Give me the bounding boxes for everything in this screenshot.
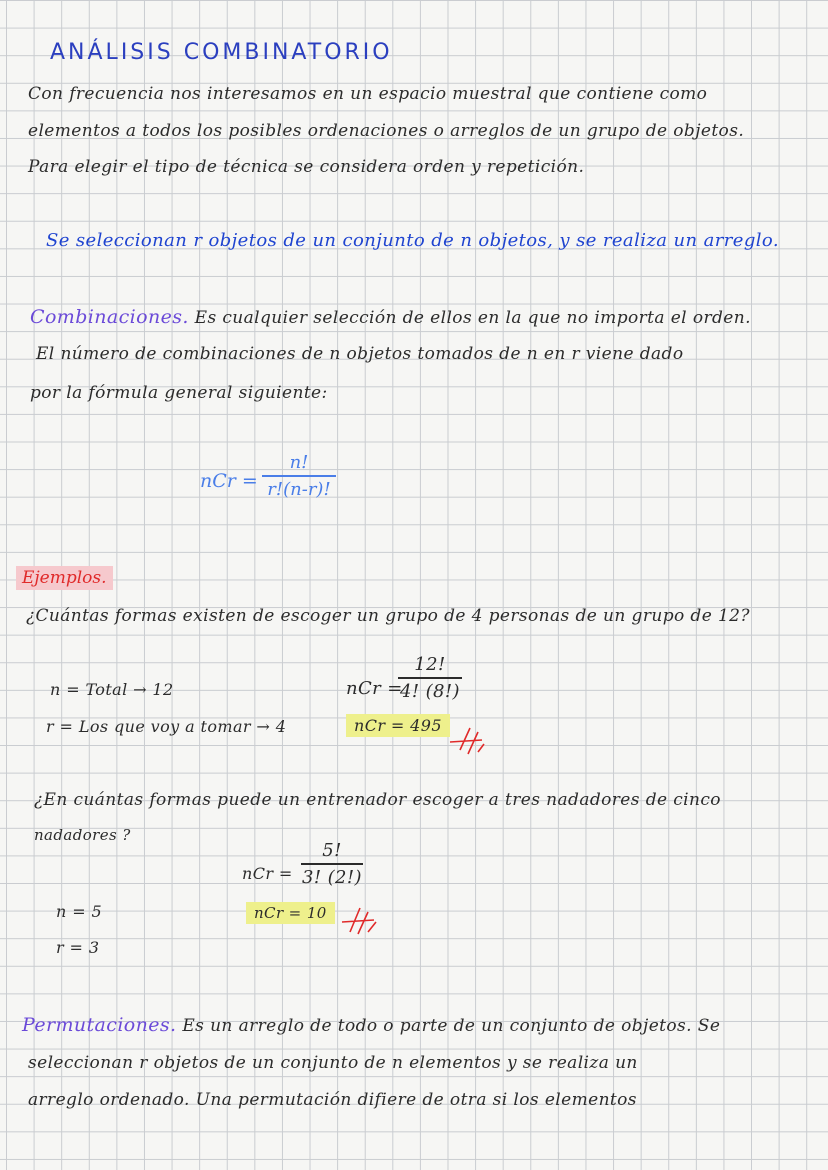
formula-bar xyxy=(262,475,336,477)
permutations-heading: Permutaciones. xyxy=(22,1014,177,1036)
example-1-r: r = Los que voy a tomar → 4 xyxy=(46,717,287,736)
example-1-result: nCr = 495 xyxy=(346,714,450,737)
example-2-question-line-1: ¿En cuántas formas puede un entrenador escoger a tres nadadores de cinco xyxy=(34,790,721,810)
example-1-n: n = Total → 12 xyxy=(50,680,174,699)
combinations-line-1 xyxy=(30,306,751,328)
formula-fraction xyxy=(262,452,336,500)
example-2-r: r = 3 xyxy=(56,938,100,957)
combinations-heading: Combinaciones. xyxy=(30,306,189,328)
examples-heading: Ejemplos. xyxy=(16,566,113,590)
example-2-denominator: 3! (2!) xyxy=(302,866,362,888)
permutations-definition: Es un arreglo de todo o parte de un conjunto de objetos. Se xyxy=(182,1016,721,1036)
example-2-result: nCr = 10 xyxy=(246,902,335,924)
example-1-fraction xyxy=(396,654,464,702)
combinations-definition: Es cualquier selección de ellos en la que no importa el orden. xyxy=(194,308,751,328)
example-2-fraction xyxy=(298,840,366,888)
formula-lhs: nCr = xyxy=(200,470,258,492)
example-2-n: n = 5 xyxy=(56,902,103,921)
example-1-numerator: 12! xyxy=(414,654,446,675)
result-mark-icon xyxy=(448,724,488,758)
arrangement-note: Se seleccionan r objetos de un conjunto de n objetos, y se realiza un arreglo. xyxy=(46,230,779,251)
permutations-line-1 xyxy=(22,1014,720,1036)
example-1-bar xyxy=(398,677,462,679)
permutations-line-2: seleccionan r objetos de un conjunto de n elementos y se realiza un xyxy=(28,1053,638,1073)
intro-line-1: Con frecuencia nos interesamos en un espacio muestral que contiene como xyxy=(28,84,708,104)
combinations-line-2: El número de combinaciones de n objetos tomados de n en r viene dado xyxy=(36,344,684,364)
example-2-lhs: nCr = xyxy=(242,864,293,883)
formula-numerator: n! xyxy=(289,452,309,473)
result-mark-icon xyxy=(340,904,380,938)
example-1-lhs: nCr = xyxy=(346,678,403,699)
intro-line-2: elementos a todos los posibles ordenaciones o arreglos de un grupo de objetos. xyxy=(28,121,745,141)
example-2-bar xyxy=(301,863,363,865)
example-2-numerator: 5! xyxy=(322,840,342,861)
permutations-line-3: arreglo ordenado. Una permutación difiere de otra si los elementos xyxy=(28,1090,637,1110)
example-1-question: ¿Cuántas formas existen de escoger un grupo de 4 personas de un grupo de 12? xyxy=(26,606,750,626)
example-1-denominator: 4! (8!) xyxy=(400,680,460,702)
intro-line-3: Para elegir el tipo de técnica se considera orden y repetición. xyxy=(28,157,585,177)
formula-denominator: r!(n-r)! xyxy=(267,478,331,500)
combinations-line-3: por la fórmula general siguiente: xyxy=(30,383,328,403)
page-title: ANÁLISIS COMBINATORIO xyxy=(50,40,393,65)
example-2-question-line-2: nadadores ? xyxy=(34,826,131,844)
